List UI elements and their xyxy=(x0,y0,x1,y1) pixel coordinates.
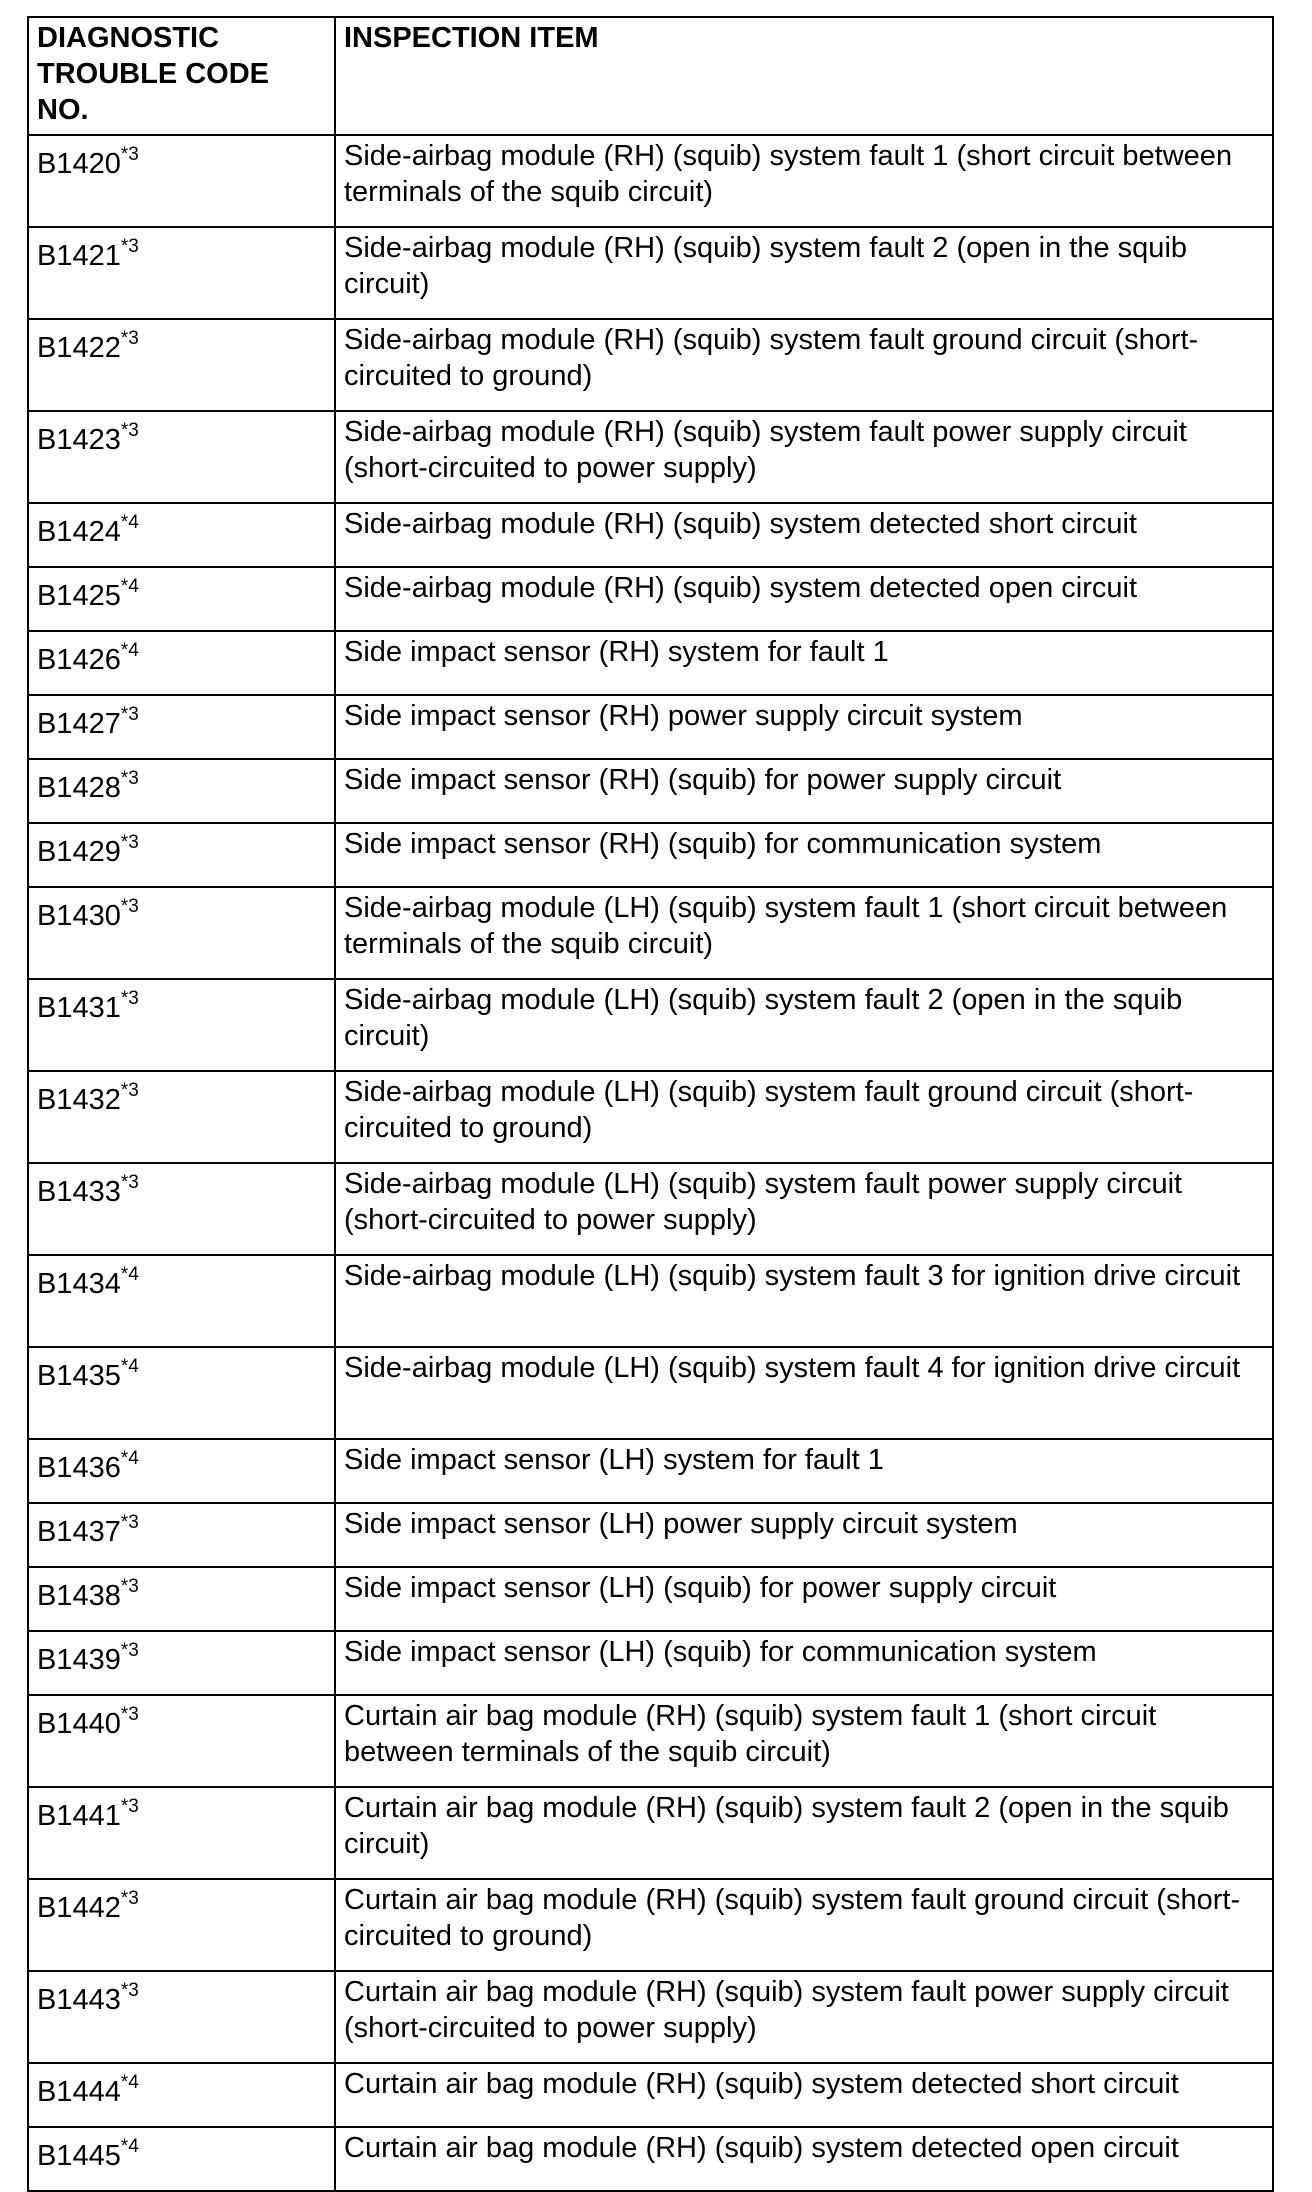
dtc-code: B1420 xyxy=(37,148,121,180)
inspection-item-cell: Side-airbag module (LH) (squib) system fault power supply circuit (short-circuited to power supply) xyxy=(335,1163,1273,1255)
table-row xyxy=(28,1071,1273,1163)
inspection-item-cell: Side-airbag module (LH) (squib) system fault 4 for ignition drive circuit xyxy=(335,1347,1273,1439)
dtc-code-cell xyxy=(28,1163,335,1255)
dtc-code-cell xyxy=(28,695,335,759)
dtc-code: B1429 xyxy=(37,836,121,868)
table-body xyxy=(28,135,1273,2191)
table-row xyxy=(28,1879,1273,1971)
inspection-item-cell: Curtain air bag module (RH) (squib) system fault 1 (short circuit between terminals of the squib circuit) xyxy=(335,1695,1273,1787)
dtc-code-cell xyxy=(28,823,335,887)
table-row xyxy=(28,1503,1273,1567)
inspection-item-cell: Side-airbag module (RH) (squib) system fault ground circuit (short-circuited to ground) xyxy=(335,319,1273,411)
dtc-code-cell xyxy=(28,319,335,411)
footnote-marker: *4 xyxy=(120,512,139,533)
table-row xyxy=(28,135,1273,227)
dtc-code-cell xyxy=(28,135,335,227)
dtc-code: B1426 xyxy=(37,644,121,676)
table-row xyxy=(28,319,1273,411)
inspection-item-cell: Side-airbag module (RH) (squib) system fault 1 (short circuit between terminals of the squib circuit) xyxy=(335,135,1273,227)
footnote-marker: *3 xyxy=(120,1576,139,1597)
table-row xyxy=(28,1255,1273,1347)
dtc-code-cell xyxy=(28,1347,335,1439)
dtc-code-cell xyxy=(28,1503,335,1567)
inspection-item-cell: Side-airbag module (LH) (squib) system fault ground circuit (short-circuited to ground) xyxy=(335,1071,1273,1163)
dtc-code-cell xyxy=(28,2063,335,2127)
inspection-item-cell: Side-airbag module (LH) (squib) system fault 3 for ignition drive circuit xyxy=(335,1255,1273,1347)
footnote-marker: *3 xyxy=(120,1512,139,1533)
table-row xyxy=(28,567,1273,631)
dtc-code-cell xyxy=(28,567,335,631)
dtc-code-cell xyxy=(28,1879,335,1971)
dtc-code: B1428 xyxy=(37,772,121,804)
dtc-code: B1445 xyxy=(37,2140,121,2172)
inspection-item-cell: Side-airbag module (LH) (squib) system fault 2 (open in the squib circuit) xyxy=(335,979,1273,1071)
inspection-item-cell: Side impact sensor (LH) (squib) for communication system xyxy=(335,1631,1273,1695)
dtc-code-cell xyxy=(28,503,335,567)
footnote-marker: *3 xyxy=(120,144,139,165)
dtc-code: B1431 xyxy=(37,992,121,1024)
footnote-marker: *4 xyxy=(120,1264,139,1285)
footnote-marker: *3 xyxy=(120,1704,139,1725)
inspection-item-cell: Side-airbag module (RH) (squib) system detected open circuit xyxy=(335,567,1273,631)
table-row xyxy=(28,411,1273,503)
dtc-code-cell xyxy=(28,759,335,823)
dtc-code-cell xyxy=(28,1787,335,1879)
inspection-item-cell: Side impact sensor (RH) (squib) for communication system xyxy=(335,823,1273,887)
dtc-code-cell xyxy=(28,1071,335,1163)
table-row xyxy=(28,631,1273,695)
footnote-marker: *3 xyxy=(120,1888,139,1909)
dtc-code: B1440 xyxy=(37,1708,121,1740)
table-row xyxy=(28,759,1273,823)
table-header-row xyxy=(28,17,1273,135)
table-row xyxy=(28,1439,1273,1503)
inspection-item-cell: Side impact sensor (RH) system for fault 1 xyxy=(335,631,1273,695)
dtc-code: B1421 xyxy=(37,240,121,272)
table-row xyxy=(28,2127,1273,2191)
table-row xyxy=(28,227,1273,319)
footnote-marker: *3 xyxy=(120,768,139,789)
dtc-table xyxy=(27,16,1274,2192)
dtc-code: B1430 xyxy=(37,900,121,932)
dtc-code-cell xyxy=(28,1439,335,1503)
inspection-item-cell: Side impact sensor (RH) power supply circuit system xyxy=(335,695,1273,759)
dtc-code: B1437 xyxy=(37,1516,121,1548)
table-row xyxy=(28,1163,1273,1255)
inspection-item-cell: Curtain air bag module (RH) (squib) system fault ground circuit (short-circuited to ground) xyxy=(335,1879,1273,1971)
dtc-code-cell xyxy=(28,631,335,695)
dtc-code: B1442 xyxy=(37,1892,121,1924)
inspection-item-cell: Side impact sensor (LH) power supply circuit system xyxy=(335,1503,1273,1567)
footnote-marker: *4 xyxy=(120,640,139,661)
footnote-marker: *4 xyxy=(120,1356,139,1377)
inspection-item-cell: Curtain air bag module (RH) (squib) system fault power supply circuit (short-circuited to power supply) xyxy=(335,1971,1273,2063)
dtc-code: B1435 xyxy=(37,1360,121,1392)
table-row xyxy=(28,1695,1273,1787)
dtc-code-cell xyxy=(28,1631,335,1695)
inspection-item-cell: Side-airbag module (RH) (squib) system fault power supply circuit (short-circuited to power supply) xyxy=(335,411,1273,503)
footnote-marker: *3 xyxy=(120,1796,139,1817)
table-row xyxy=(28,823,1273,887)
table-row xyxy=(28,695,1273,759)
header-dtc-no: DIAGNOSTIC TROUBLE CODE NO. xyxy=(28,17,335,135)
dtc-code-cell xyxy=(28,1695,335,1787)
dtc-code-cell xyxy=(28,227,335,319)
footnote-marker: *3 xyxy=(120,1080,139,1101)
dtc-code-cell xyxy=(28,1567,335,1631)
footnote-marker: *3 xyxy=(120,704,139,725)
table-row xyxy=(28,2063,1273,2127)
table-row xyxy=(28,1971,1273,2063)
table-row xyxy=(28,503,1273,567)
dtc-code-cell xyxy=(28,1255,335,1347)
table-row xyxy=(28,1787,1273,1879)
table-row xyxy=(28,1631,1273,1695)
footnote-marker: *3 xyxy=(120,328,139,349)
inspection-item-cell: Side impact sensor (LH) system for fault 1 xyxy=(335,1439,1273,1503)
dtc-code-cell xyxy=(28,1971,335,2063)
inspection-item-cell: Curtain air bag module (RH) (squib) system fault 2 (open in the squib circuit) xyxy=(335,1787,1273,1879)
inspection-item-cell: Side-airbag module (RH) (squib) system fault 2 (open in the squib circuit) xyxy=(335,227,1273,319)
dtc-code: B1443 xyxy=(37,1984,121,2016)
dtc-code: B1423 xyxy=(37,424,121,456)
dtc-code: B1432 xyxy=(37,1084,121,1116)
dtc-code: B1438 xyxy=(37,1580,121,1612)
header-inspection-item: INSPECTION ITEM xyxy=(335,17,1273,135)
footnote-marker: *4 xyxy=(120,1448,139,1469)
dtc-code: B1422 xyxy=(37,332,121,364)
footnote-marker: *3 xyxy=(120,1172,139,1193)
dtc-code: B1436 xyxy=(37,1452,121,1484)
footnote-marker: *3 xyxy=(120,420,139,441)
dtc-code-cell xyxy=(28,411,335,503)
dtc-code: B1427 xyxy=(37,708,121,740)
dtc-code: B1425 xyxy=(37,580,121,612)
dtc-code: B1434 xyxy=(37,1268,121,1300)
table-row xyxy=(28,1347,1273,1439)
footnote-marker: *3 xyxy=(120,1640,139,1661)
footnote-marker: *4 xyxy=(120,2072,139,2093)
dtc-code-cell xyxy=(28,887,335,979)
inspection-item-cell: Side-airbag module (RH) (squib) system detected short circuit xyxy=(335,503,1273,567)
footnote-marker: *3 xyxy=(120,236,139,257)
inspection-item-cell: Side impact sensor (LH) (squib) for power supply circuit xyxy=(335,1567,1273,1631)
footnote-marker: *3 xyxy=(120,988,139,1009)
inspection-item-cell: Side impact sensor (RH) (squib) for power supply circuit xyxy=(335,759,1273,823)
inspection-item-cell: Side-airbag module (LH) (squib) system fault 1 (short circuit between terminals of the squib circuit) xyxy=(335,887,1273,979)
footnote-marker: *3 xyxy=(120,1980,139,2001)
table-row xyxy=(28,887,1273,979)
table-row xyxy=(28,979,1273,1071)
table-row xyxy=(28,1567,1273,1631)
inspection-item-cell: Curtain air bag module (RH) (squib) system detected open circuit xyxy=(335,2127,1273,2191)
dtc-code: B1439 xyxy=(37,1644,121,1676)
dtc-code: B1444 xyxy=(37,2076,121,2108)
footnote-marker: *4 xyxy=(120,2136,139,2157)
dtc-code: B1441 xyxy=(37,1800,121,1832)
footnote-marker: *3 xyxy=(120,832,139,853)
inspection-item-cell: Curtain air bag module (RH) (squib) system detected short circuit xyxy=(335,2063,1273,2127)
dtc-code: B1433 xyxy=(37,1176,121,1208)
dtc-code-cell xyxy=(28,979,335,1071)
dtc-code-cell xyxy=(28,2127,335,2191)
dtc-code: B1424 xyxy=(37,516,121,548)
footnote-marker: *4 xyxy=(120,576,139,597)
footnote-marker: *3 xyxy=(120,896,139,917)
